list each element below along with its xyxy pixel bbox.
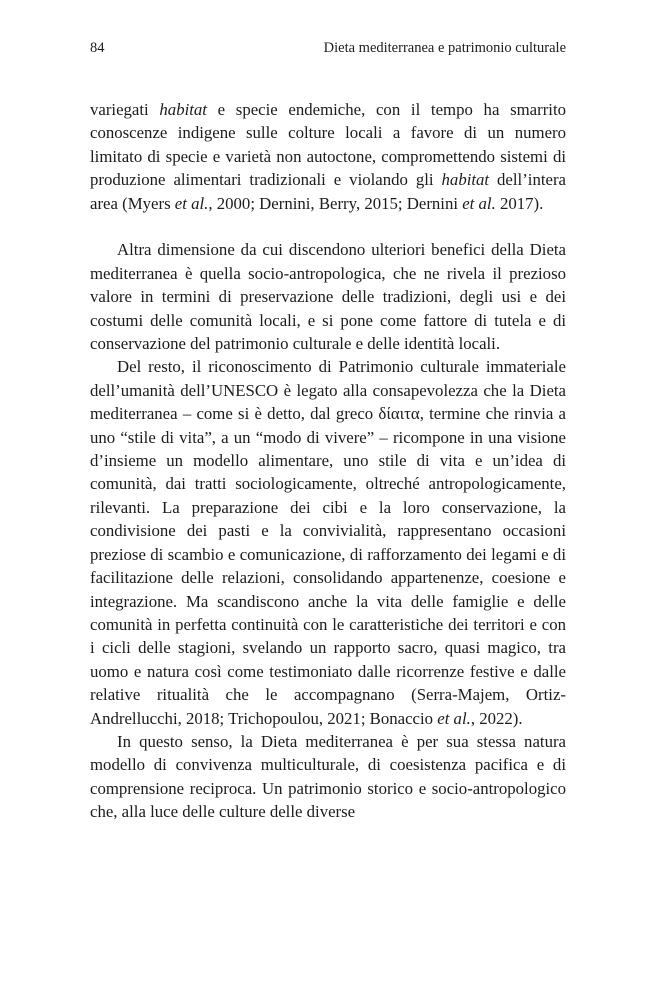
italic-text-segment: et al. (437, 708, 471, 728)
italic-text-segment: et al. (174, 193, 209, 213)
italic-text-segment: habitat (441, 170, 490, 190)
paragraph-multicultural-coexistence (90, 730, 566, 824)
text-segment: , 2000; Dernini, Berry, 2015; Dernini (208, 193, 463, 213)
italic-text-segment: habitat (159, 100, 207, 119)
running-title: Dieta mediterranea e patrimonio culturale (323, 40, 566, 56)
paragraph-unesco-heritage (90, 355, 566, 730)
page-number: 84 (90, 40, 105, 56)
body-text (90, 98, 566, 824)
text-segment: dell’intera area (Myers (90, 170, 566, 213)
text-segment: variegati (90, 100, 160, 119)
text-segment: , 2022). (470, 708, 523, 728)
text-segment: Altra dimensione da cui discendono ulteriori benefici della Dieta mediterranea è quella socio-antropologica, che ne rivela il prezioso valore in termini di preservazione delle tradizioni, degli usi e dei costumi delle comunità locali, e si pone come fattore di tutela e di conservazione del patrimonio culturale e delle identità locali. (90, 240, 566, 354)
paragraph-habitat-loss (90, 98, 566, 215)
text-segment: In questo senso, la Dieta mediterranea è per sua stessa natura modello di convivenza multiculturale, di coesistenza pacifica e di comprensione reciproca. Un patrimonio storico e socio-antropologico che, alla luce delle culture delle diverse (90, 731, 566, 822)
text-segment: 2017). (495, 193, 544, 213)
paragraph-socio-anthropological (90, 238, 566, 355)
text-segment: e specie endemiche, con il tempo ha smarrito conoscenze indigene sulle colture locali a favore di un numero limitato di specie e varietà non autoctone, compromettendo sistemi di produzione alimentari tradizionali e violando gli (90, 100, 567, 190)
text-segment: Del resto, il riconoscimento di Patrimonio culturale immateriale dell’umanità dell’UNESCO è legato alla consapevolezza che la Dieta mediterranea – come si è detto, dal greco δίαιτα, termine che rinvia a uno “stile di vita”, a un “modo di vivere” – ricompone in una visione d’insieme un modello alimentare, uno stile di vita e un’idea di comunità, dai tratti sociologicamente, oltreché antropologicamente, rilevanti. La preparazione dei cibi e la loro conservazione, la condivisione dei pasti e la convivialità, rappresentano occasioni preziose di scambio e comunicazione, di rafforzamento dei legami e di facilitazione delle relazioni, consolidando appartenenze, coesione e integrazione. Ma scandiscono anche la vita delle famiglie e delle comunità in perfetta continuità con le caratteristiche dei territori e con i cicli delle stagioni, svelando un rapporto sacro, quasi magico, tra uomo e natura così come testimoniato dalle ricorrenze festive e dalle relative ritualità che le accompagnano (Serra-Majem, Ortiz-Andrellucchi, 2018; Trichopoulou, 2021; Bonaccio (90, 357, 566, 728)
book-page (90, 0, 566, 1000)
running-head (90, 37, 566, 59)
italic-text-segment: et al. (462, 193, 496, 213)
